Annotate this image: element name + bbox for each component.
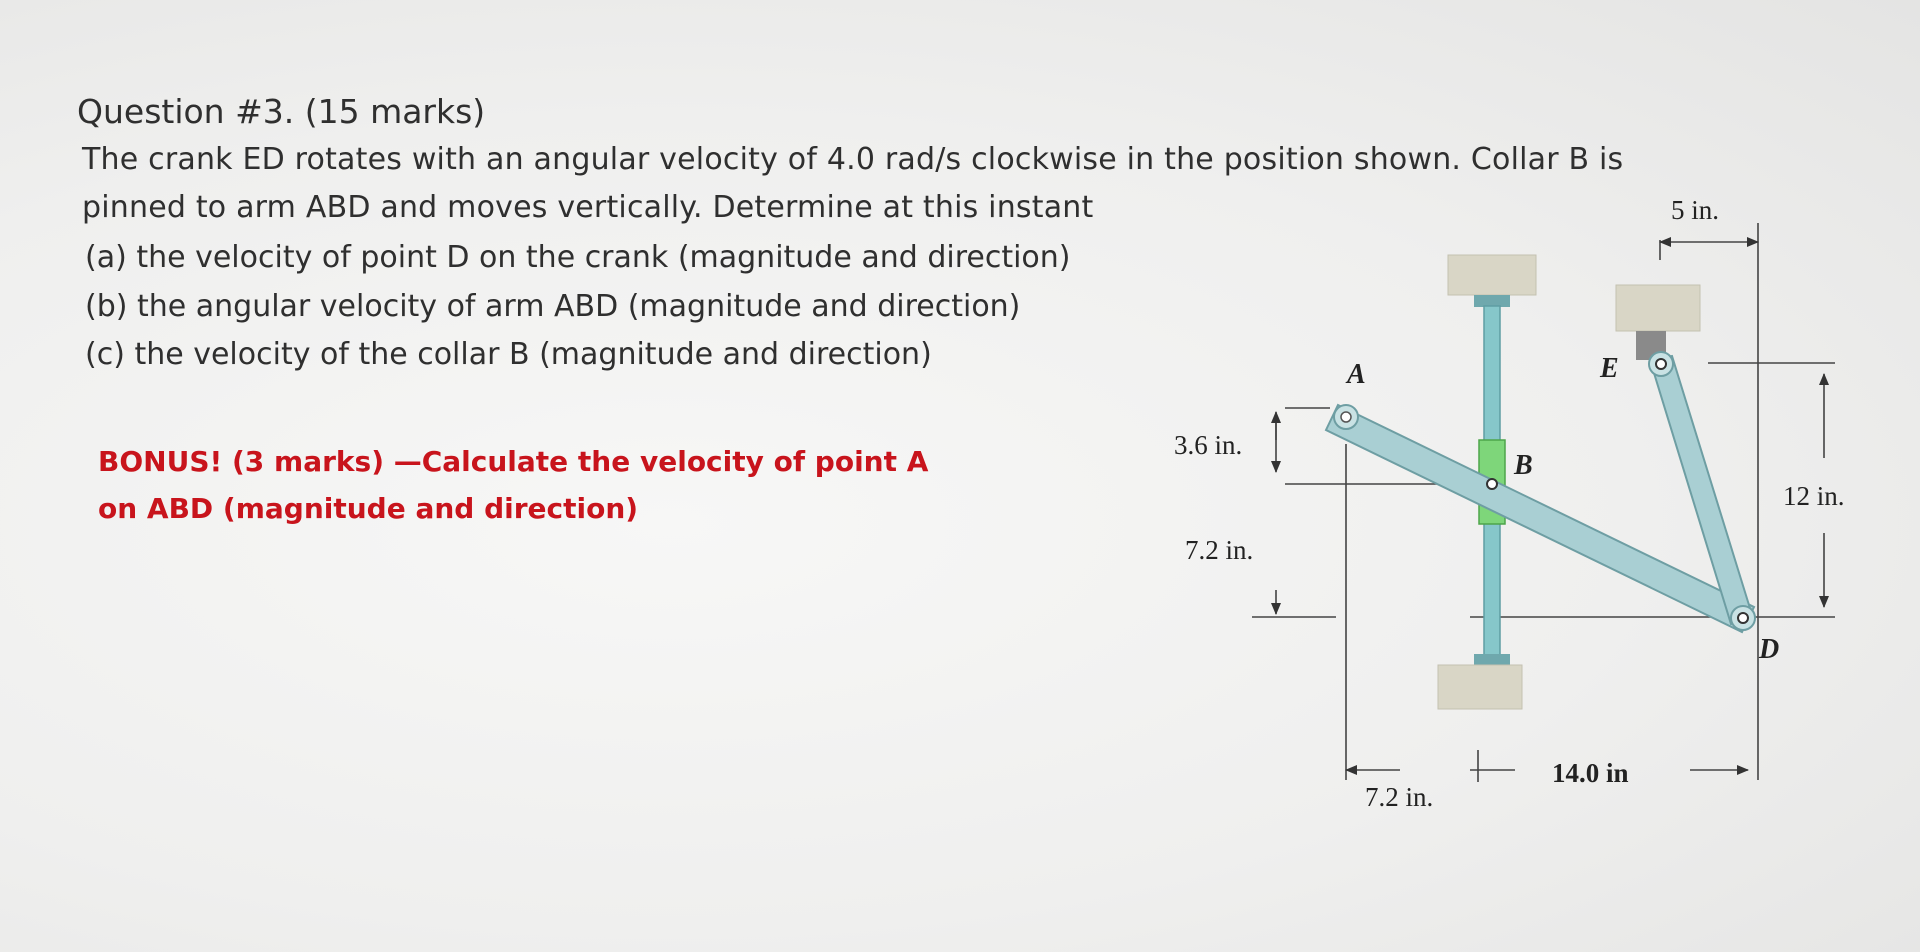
label-b: B	[1514, 450, 1533, 481]
e-support-block	[1616, 285, 1700, 331]
question-text-line-1: The crank ED rotates with an angular velocity of 4.0 rad/s clockwise in the position shown. Collar B is	[82, 142, 1624, 177]
pin-a-center	[1341, 412, 1351, 422]
dim-3-6in: 3.6 in.	[1174, 430, 1243, 460]
pin-d-center	[1738, 613, 1748, 623]
pin-b	[1487, 479, 1497, 489]
top-support-block	[1448, 255, 1536, 295]
question-title: Question #3. (15 marks)	[77, 92, 486, 131]
dimension-lines	[1252, 223, 1835, 782]
bonus-line-2: on ABD (magnitude and direction)	[98, 492, 639, 525]
bonus-line-1: BONUS! (3 marks) —Calculate the velocity of point A	[98, 445, 929, 478]
dim-7-2in-bottom: 7.2 in.	[1365, 782, 1434, 812]
pin-e-center	[1656, 359, 1666, 369]
dim-7-2in-left: 7.2 in.	[1185, 535, 1254, 565]
rod-top-cap	[1474, 295, 1510, 307]
question-part-a: (a) the velocity of point D on the crank (magnitude and direction)	[85, 240, 1071, 275]
question-part-b: (b) the angular velocity of arm ABD (magnitude and direction)	[85, 289, 1021, 324]
bottom-support-block	[1438, 665, 1522, 709]
dim-14in: 14.0 in	[1552, 758, 1629, 788]
label-e: E	[1600, 353, 1619, 384]
label-d: D	[1759, 634, 1780, 665]
question-text-line-2: pinned to arm ABD and moves vertically. Determine at this instant	[82, 190, 1094, 225]
dim-5in: 5 in.	[1671, 195, 1720, 225]
rod-bottom-cap	[1474, 654, 1510, 666]
dim-12in: 12 in.	[1783, 481, 1845, 511]
label-a: A	[1347, 359, 1366, 390]
question-part-c: (c) the velocity of the collar B (magnitude and direction)	[85, 337, 932, 372]
